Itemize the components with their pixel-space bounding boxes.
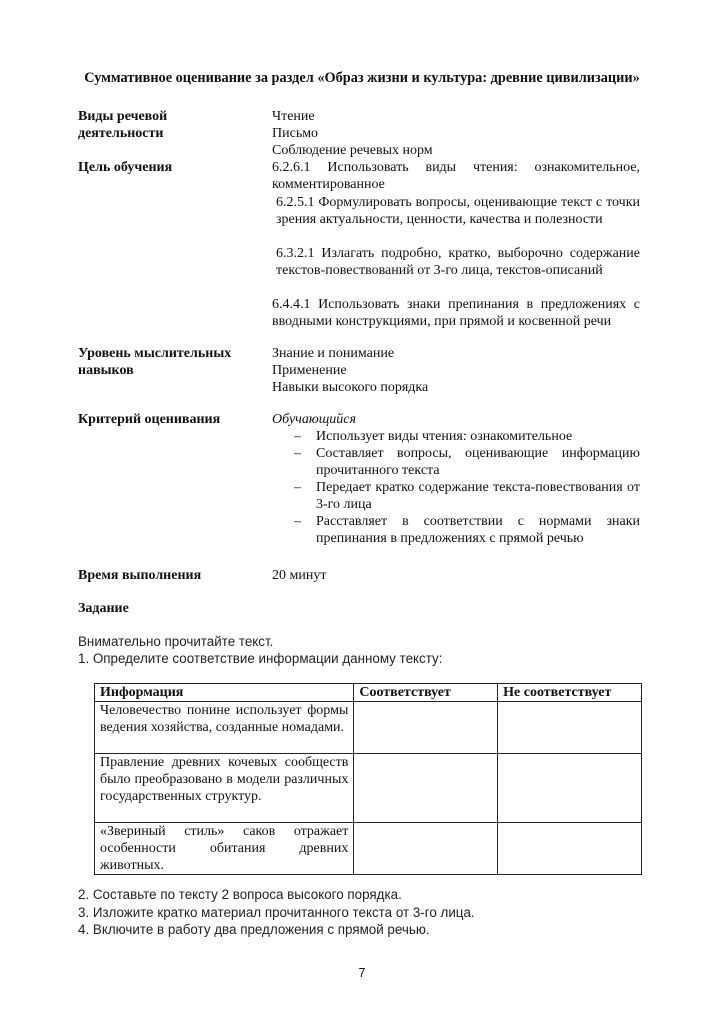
speech-activity-value: Письмо [272,126,319,141]
criteria-intro: Обучающийся [272,412,357,427]
task-item: 4. Включите в работу два предложения с прямой речью. [78,922,430,937]
speech-activity-value: Чтение [272,109,315,124]
criteria-block [272,411,640,547]
task-heading: Задание [78,601,129,616]
instruction-text: Внимательно прочитайте текст. [78,634,274,649]
thinking-level-value: Знание и понимание [272,346,395,361]
table-cell-not-matches[interactable] [498,754,642,823]
table-row [95,754,642,823]
criteria-item: – Использует виды чтения: ознакомительное [272,428,640,445]
speech-activity-value: Соблюдение речевых норм [272,143,433,158]
time-label: Время выполнения [78,568,202,583]
table-cell-statement: «Звериный стиль» саков отражает особенности обитания древних животных. [95,823,354,875]
thinking-level-values [272,345,640,396]
learning-goal-item: 6.3.2.1 Излагать подробно, кратко, выборочно содержание текстов-повествований от 3-го лица, текстов-описаний [276,246,640,278]
criteria-item: – Передает кратко содержание текста-повествования от 3-го лица [272,479,640,513]
thinking-level-value: Навыки высокого порядка [272,380,429,395]
learning-goal-item: 6.2.6.1 Использовать виды чтения: ознакомительное, комментированное [272,160,640,192]
table-cell-matches[interactable] [354,823,498,875]
thinking-level-label-line: навыков [78,363,134,378]
learning-goal-label: Цель обучения [78,160,173,175]
table-cell-matches[interactable] [354,754,498,823]
thinking-level-label [78,345,258,379]
document-title: Суммативное оценивание за раздел «Образ жизни и культура: древние цивилизации» [84,70,640,86]
table-cell-statement: Человечество понине использует формы ведения хозяйства, созданные номадами. [95,702,354,754]
header-matches: Соответствует [354,684,498,702]
table-row [95,702,642,754]
table-cell-matches[interactable] [354,702,498,754]
table-cell-not-matches[interactable] [498,823,642,875]
criteria-label: Критерий оценивания [78,412,221,427]
speech-activity-label-line: Виды речевой [78,109,168,124]
criteria-list [272,428,640,547]
learning-goal-item: 6.2.5.1 Формулировать вопросы, оценивающие текст с точки зрения актуальности, ценности, качества и полезности [276,195,640,227]
speech-activity-values [272,108,640,159]
header-not-matches: Не соответствует [498,684,642,702]
time-value: 20 минут [272,568,327,583]
information-table [94,683,642,875]
table-header-row [95,684,642,702]
table-cell-statement: Правление древних кочевых сообществ было преобразовано в модели различных государственных структур. [95,754,354,823]
table-cell-not-matches[interactable] [498,702,642,754]
header-information: Информация [95,684,354,702]
learning-goal-item: 6.4.4.1 Использовать знаки препинания в предложениях с вводными конструкциями, при прямой и косвенной речи [272,297,640,329]
task-list [78,886,475,939]
task-item: 3. Изложите кратко материал прочитанного текста от 3-го лица. [78,904,475,920]
thinking-level-label-line: Уровень мыслительных [78,346,232,361]
criteria-item: – Составляет вопросы, оценивающие информацию прочитанного текста [272,445,640,479]
criteria-item: – Расставляет в соответствии с нормами знаки препинания в предложениях с прямой речью [272,513,640,547]
task-item: 2. Составьте по тексту 2 вопроса высокого порядка. [78,887,402,902]
speech-activity-label [78,108,258,142]
table-row [95,823,642,875]
page-number: 7 [358,966,366,980]
thinking-level-value: Применение [272,363,347,378]
question-1: 1. Определите соответствие информации данному тексту: [78,651,443,666]
speech-activity-label-line: деятельности [78,126,164,141]
